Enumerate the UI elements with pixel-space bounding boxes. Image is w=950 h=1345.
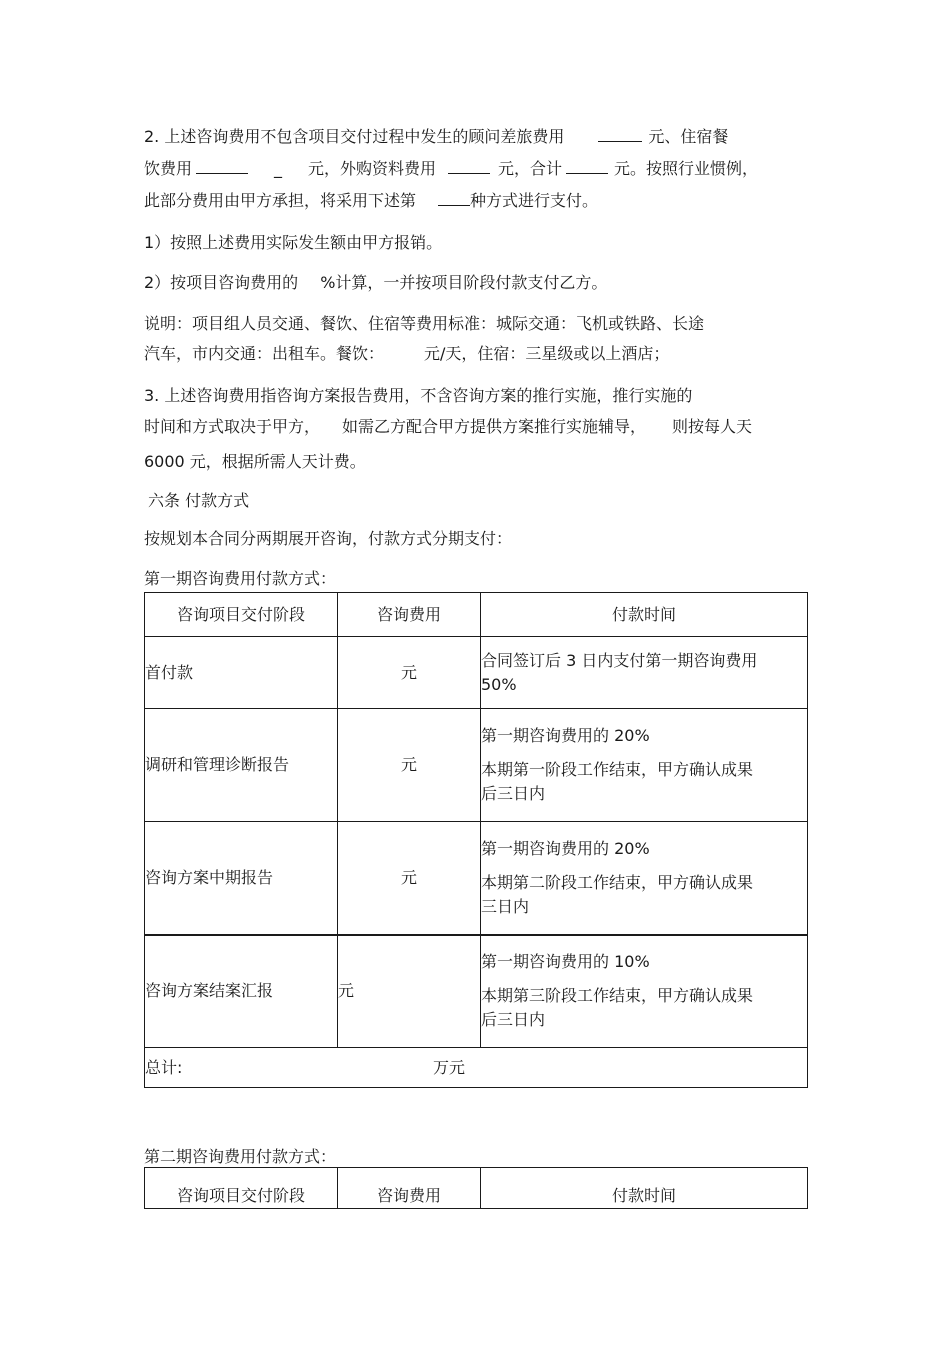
time-text: 本期第二阶段工作结束，甲方确认成果 xyxy=(481,872,754,892)
table-row xyxy=(145,709,808,822)
time-text: 50% xyxy=(481,674,517,694)
para3-text: 则按每人天 xyxy=(672,417,753,436)
para3-text: 时间和方式取决于甲方， xyxy=(144,417,321,436)
para2-text: 2. 上述咨询费用不包含项目交付过程中发生的顾问差旅费用 xyxy=(144,127,565,146)
para2-text: 元，外购资料费用 xyxy=(308,159,437,178)
header-fee: 咨询费用 xyxy=(338,1168,481,1209)
table-header-row xyxy=(145,1168,808,1209)
phase2-caption: 第二期咨询费用付款方式： xyxy=(144,1147,337,1166)
header-fee: 咨询费用 xyxy=(338,593,481,637)
header-stage: 咨询项目交付阶段 xyxy=(145,593,338,637)
time-cell xyxy=(481,935,808,1048)
lodging-fee-blank[interactable] xyxy=(196,157,248,174)
time-text: 合同签订后 3 日内支付第一期咨询费用 xyxy=(481,650,758,670)
phase1-caption: 第一期咨询费用付款方式： xyxy=(144,569,337,588)
total-label: 总计: xyxy=(145,1057,183,1077)
header-stage: 咨询项目交付阶段 xyxy=(145,1168,338,1209)
total-cell xyxy=(145,1048,808,1088)
table-header-row xyxy=(145,593,808,637)
time-cell xyxy=(481,822,808,935)
table-row xyxy=(145,822,808,935)
total-fee-blank[interactable] xyxy=(566,157,608,174)
time-cell xyxy=(481,637,808,709)
option-2-text: 2）按项目咨询费用的 xyxy=(144,273,299,292)
stage-cell: 调研和管理诊断报告 xyxy=(145,709,338,822)
note-text: 汽车，市内交通：出租车。餐饮： xyxy=(144,344,385,363)
fee-cell: 元 xyxy=(338,709,481,822)
time-text: 本期第三阶段工作结束，甲方确认成果 xyxy=(481,986,754,1006)
option-2 xyxy=(144,271,607,295)
time-pct: 第一期咨询费用的 20% xyxy=(481,838,650,858)
para3-line1: 3. 上述咨询费用指咨询方案报告费用，不含咨询方案的推行实施，推行实施的 xyxy=(144,386,693,405)
phase2-payment-table xyxy=(144,1167,808,1209)
time-text: 本期第一阶段工作结束，甲方确认成果 xyxy=(481,760,754,779)
note-line2 xyxy=(144,342,669,366)
materials-fee-blank[interactable] xyxy=(448,157,490,174)
option-1: 1）按照上述费用实际发生额由甲方报销。 xyxy=(144,233,443,252)
para2-text: 元。按照行业惯例， xyxy=(614,159,759,178)
para2-text: 元，合计 xyxy=(498,159,563,178)
para2-line2 xyxy=(144,157,758,181)
para2-text: 饮费用 xyxy=(144,159,193,178)
article-6-heading: 六条 付款方式 xyxy=(148,491,250,510)
para3-text: 如需乙方配合甲方提供方案推行实施辅导， xyxy=(342,417,647,436)
para2-text: 元、住宿餐 xyxy=(648,127,729,146)
fee-cell: 元 xyxy=(338,822,481,935)
option-2-text: %计算，一并按项目阶段付款支付乙方。 xyxy=(320,273,608,292)
header-time: 付款时间 xyxy=(481,1168,808,1209)
phase1-payment-table xyxy=(144,592,808,1088)
time-text: 后三日内 xyxy=(481,1010,546,1030)
stage-cell: 咨询方案结案汇报 xyxy=(145,935,338,1048)
time-text: 三日内 xyxy=(481,896,530,916)
method-number-blank[interactable] xyxy=(438,189,470,206)
para3-line2 xyxy=(144,415,752,439)
table-row xyxy=(145,637,808,709)
total-unit: 万元 xyxy=(433,1058,466,1077)
header-time: 付款时间 xyxy=(481,593,808,637)
time-pct: 第一期咨询费用的 10% xyxy=(481,952,650,972)
para2-line1 xyxy=(144,125,728,149)
table-row xyxy=(145,935,808,1048)
stage-cell: 首付款 xyxy=(145,637,338,709)
time-text: 后三日内 xyxy=(481,784,546,803)
fee-cell: 元 xyxy=(338,935,481,1048)
fee-cell: 元 xyxy=(338,637,481,709)
para3-line3: 6000 元，根据所需人天计费。 xyxy=(144,452,366,471)
time-pct: 第一期咨询费用的 20% xyxy=(481,726,650,745)
travel-fee-blank[interactable] xyxy=(598,125,642,142)
note-text: 元/天，住宿：三星级或以上酒店； xyxy=(424,344,670,363)
para2-text: 种方式进行支付。 xyxy=(470,191,599,210)
table-total-row xyxy=(145,1048,808,1088)
note-line1: 说明：项目组人员交通、餐饮、住宿等费用标准：城际交通：飞机或铁路、长途 xyxy=(144,314,705,333)
time-cell xyxy=(481,709,808,822)
para2-text: 此部分费用由甲方承担，将采用下述第 xyxy=(144,191,417,210)
para2-line3 xyxy=(144,189,598,213)
stage-cell: 咨询方案中期报告 xyxy=(145,822,338,935)
underscore-mark: _ xyxy=(274,159,283,178)
payment-intro: 按规划本合同分两期展开咨询，付款方式分期支付： xyxy=(144,529,513,548)
